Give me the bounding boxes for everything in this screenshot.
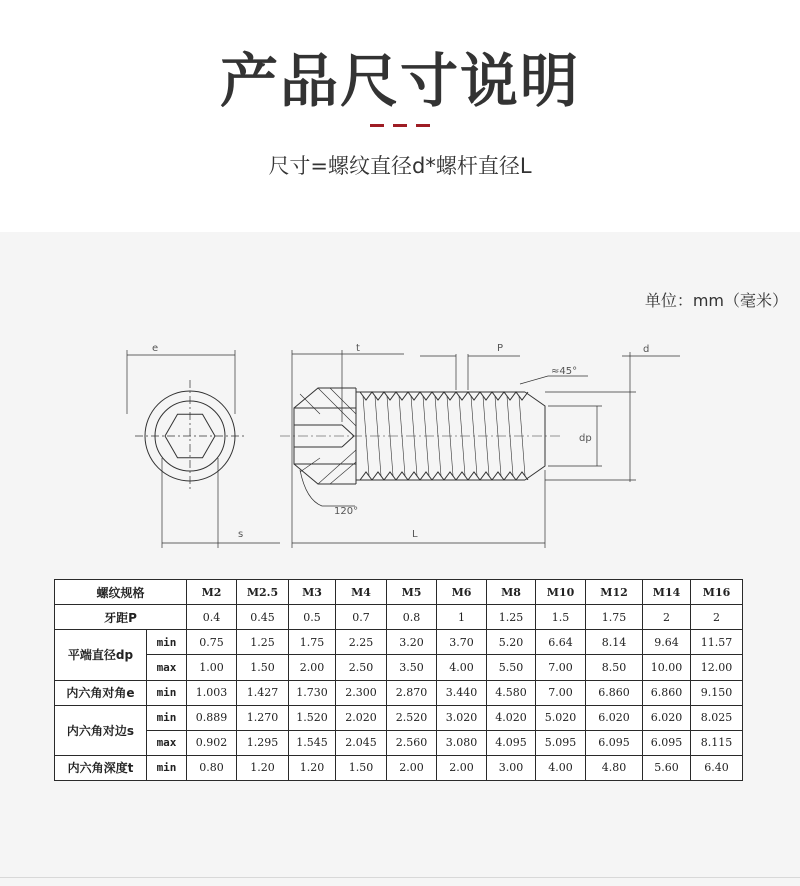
table-row: [55, 680, 743, 705]
table-cell: 4.020: [487, 705, 536, 730]
dim-label-p: P: [497, 343, 504, 354]
table-cell: 9.150: [691, 680, 743, 705]
title-accent-dash: [370, 124, 384, 127]
table-cell: 4.580: [487, 680, 536, 705]
table-cell: 0.902: [187, 730, 237, 755]
table-cell: 7.00: [536, 655, 586, 680]
size-header-cell: M16: [691, 580, 743, 605]
table-cell: 5.60: [643, 755, 691, 780]
min-label: min: [147, 680, 187, 705]
table-cell: 2.045: [336, 730, 387, 755]
table-cell: 6.020: [643, 705, 691, 730]
size-header-cell: M3: [289, 580, 336, 605]
table-cell: 3.020: [437, 705, 487, 730]
table-cell: 3.70: [437, 630, 487, 655]
table-cell: 4.00: [536, 755, 586, 780]
table-cell: 2.520: [387, 705, 437, 730]
table-cell: 2.00: [437, 755, 487, 780]
min-label: min: [147, 755, 187, 780]
set-screw-technical-drawing: [0, 330, 800, 560]
dim-label-d: d: [643, 344, 650, 355]
table-cell: 8.50: [586, 655, 643, 680]
table-cell: 4.80: [586, 755, 643, 780]
table-cell: 2: [691, 605, 743, 630]
dim-label-length: L: [412, 529, 418, 540]
table-cell: 6.020: [586, 705, 643, 730]
table-cell: 1.003: [187, 680, 237, 705]
table-cell: 1.520: [289, 705, 336, 730]
table-cell: 8.115: [691, 730, 743, 755]
unit-note: 单位：mm（毫米）: [644, 291, 788, 310]
table-cell: 2.300: [336, 680, 387, 705]
table-row: [55, 630, 743, 655]
table-cell: 0.889: [187, 705, 237, 730]
size-header-cell: M2.5: [237, 580, 289, 605]
table-row: [55, 605, 743, 630]
table-cell: 4.00: [437, 655, 487, 680]
min-label: min: [147, 630, 187, 655]
table-cell: 4.095: [487, 730, 536, 755]
table-cell: 1.545: [289, 730, 336, 755]
spec-table: [54, 579, 743, 781]
table-cell: 12.00: [691, 655, 743, 680]
table-cell: 0.4: [187, 605, 237, 630]
table-cell: 5.50: [487, 655, 536, 680]
row-label-hex-depth: 内六角深度t: [55, 755, 147, 780]
size-header-cell: M10: [536, 580, 586, 605]
size-header-cell: M8: [487, 580, 536, 605]
table-cell: 0.75: [187, 630, 237, 655]
table-cell: 1.5: [536, 605, 586, 630]
table-cell: 9.64: [643, 630, 691, 655]
size-header-cell: M2: [187, 580, 237, 605]
table-cell: 0.7: [336, 605, 387, 630]
max-label: max: [147, 730, 187, 755]
table-cell: 1.50: [336, 755, 387, 780]
dim-label-angle120: 120°: [334, 506, 359, 517]
page-title: 产品尺寸说明: [219, 47, 580, 115]
title-accent-dash: [416, 124, 430, 127]
table-cell: 3.00: [487, 755, 536, 780]
table-cell: 6.64: [536, 630, 586, 655]
min-label: min: [147, 705, 187, 730]
table-cell: 6.860: [643, 680, 691, 705]
table-row: [55, 730, 743, 755]
table-cell: 2.560: [387, 730, 437, 755]
dim-label-dp: dp: [579, 433, 592, 444]
size-header-cell: M5: [387, 580, 437, 605]
table-cell: 2.50: [336, 655, 387, 680]
dim-label-angle45: ≈45°: [551, 366, 578, 377]
table-cell: 11.57: [691, 630, 743, 655]
table-row: [55, 580, 743, 605]
max-label: max: [147, 655, 187, 680]
table-cell: 2.870: [387, 680, 437, 705]
table-cell: 1.25: [487, 605, 536, 630]
table-cell: 1: [437, 605, 487, 630]
table-row: [55, 655, 743, 680]
size-header-cell: M4: [336, 580, 387, 605]
table-cell: 6.40: [691, 755, 743, 780]
row-label-hex-across-flats: 内六角对边s: [55, 705, 147, 755]
table-cell: 1.50: [237, 655, 289, 680]
table-cell: 1.20: [289, 755, 336, 780]
size-header-cell: M12: [586, 580, 643, 605]
table-cell: 1.270: [237, 705, 289, 730]
size-header-cell: M6: [437, 580, 487, 605]
row-label-pitch: 牙距P: [55, 605, 187, 630]
dim-label-e: e: [152, 343, 159, 354]
table-cell: 6.095: [643, 730, 691, 755]
row-label-hex-across-corners: 内六角对角e: [55, 680, 147, 705]
table-cell: 0.8: [387, 605, 437, 630]
table-cell: 2: [643, 605, 691, 630]
row-label-point-diameter: 平端直径dp: [55, 630, 147, 680]
table-cell: 6.860: [586, 680, 643, 705]
table-cell: 1.75: [289, 630, 336, 655]
table-cell: 1.00: [187, 655, 237, 680]
table-cell: 1.25: [237, 630, 289, 655]
table-cell: 1.295: [237, 730, 289, 755]
screw-end-view: [135, 380, 245, 492]
table-cell: 0.5: [289, 605, 336, 630]
table-row: [55, 705, 743, 730]
table-cell: 2.00: [387, 755, 437, 780]
table-cell: 0.80: [187, 755, 237, 780]
table-cell: 8.025: [691, 705, 743, 730]
divider: [0, 877, 800, 878]
table-cell: 10.00: [643, 655, 691, 680]
table-cell: 5.020: [536, 705, 586, 730]
table-cell: 2.25: [336, 630, 387, 655]
table-cell: 8.14: [586, 630, 643, 655]
table-cell: 1.75: [586, 605, 643, 630]
row-label-thread-spec: 螺纹规格: [55, 580, 187, 605]
table-cell: 3.20: [387, 630, 437, 655]
table-cell: 2.020: [336, 705, 387, 730]
table-cell: 1.20: [237, 755, 289, 780]
table-cell: 0.45: [237, 605, 289, 630]
table-cell: 5.095: [536, 730, 586, 755]
title-accent-dash: [393, 124, 407, 127]
table-cell: 3.080: [437, 730, 487, 755]
table-cell: 7.00: [536, 680, 586, 705]
size-header-cell: M14: [643, 580, 691, 605]
size-formula: 尺寸=螺纹直径d*螺杆直径L: [268, 154, 532, 178]
dim-label-s: s: [238, 529, 244, 540]
table-cell: 1.427: [237, 680, 289, 705]
screw-side-view: [280, 388, 560, 484]
table-cell: 3.440: [437, 680, 487, 705]
dim-label-t: t: [356, 343, 360, 354]
table-row: [55, 755, 743, 780]
table-cell: 3.50: [387, 655, 437, 680]
table-cell: 5.20: [487, 630, 536, 655]
table-cell: 1.730: [289, 680, 336, 705]
table-cell: 6.095: [586, 730, 643, 755]
table-cell: 2.00: [289, 655, 336, 680]
